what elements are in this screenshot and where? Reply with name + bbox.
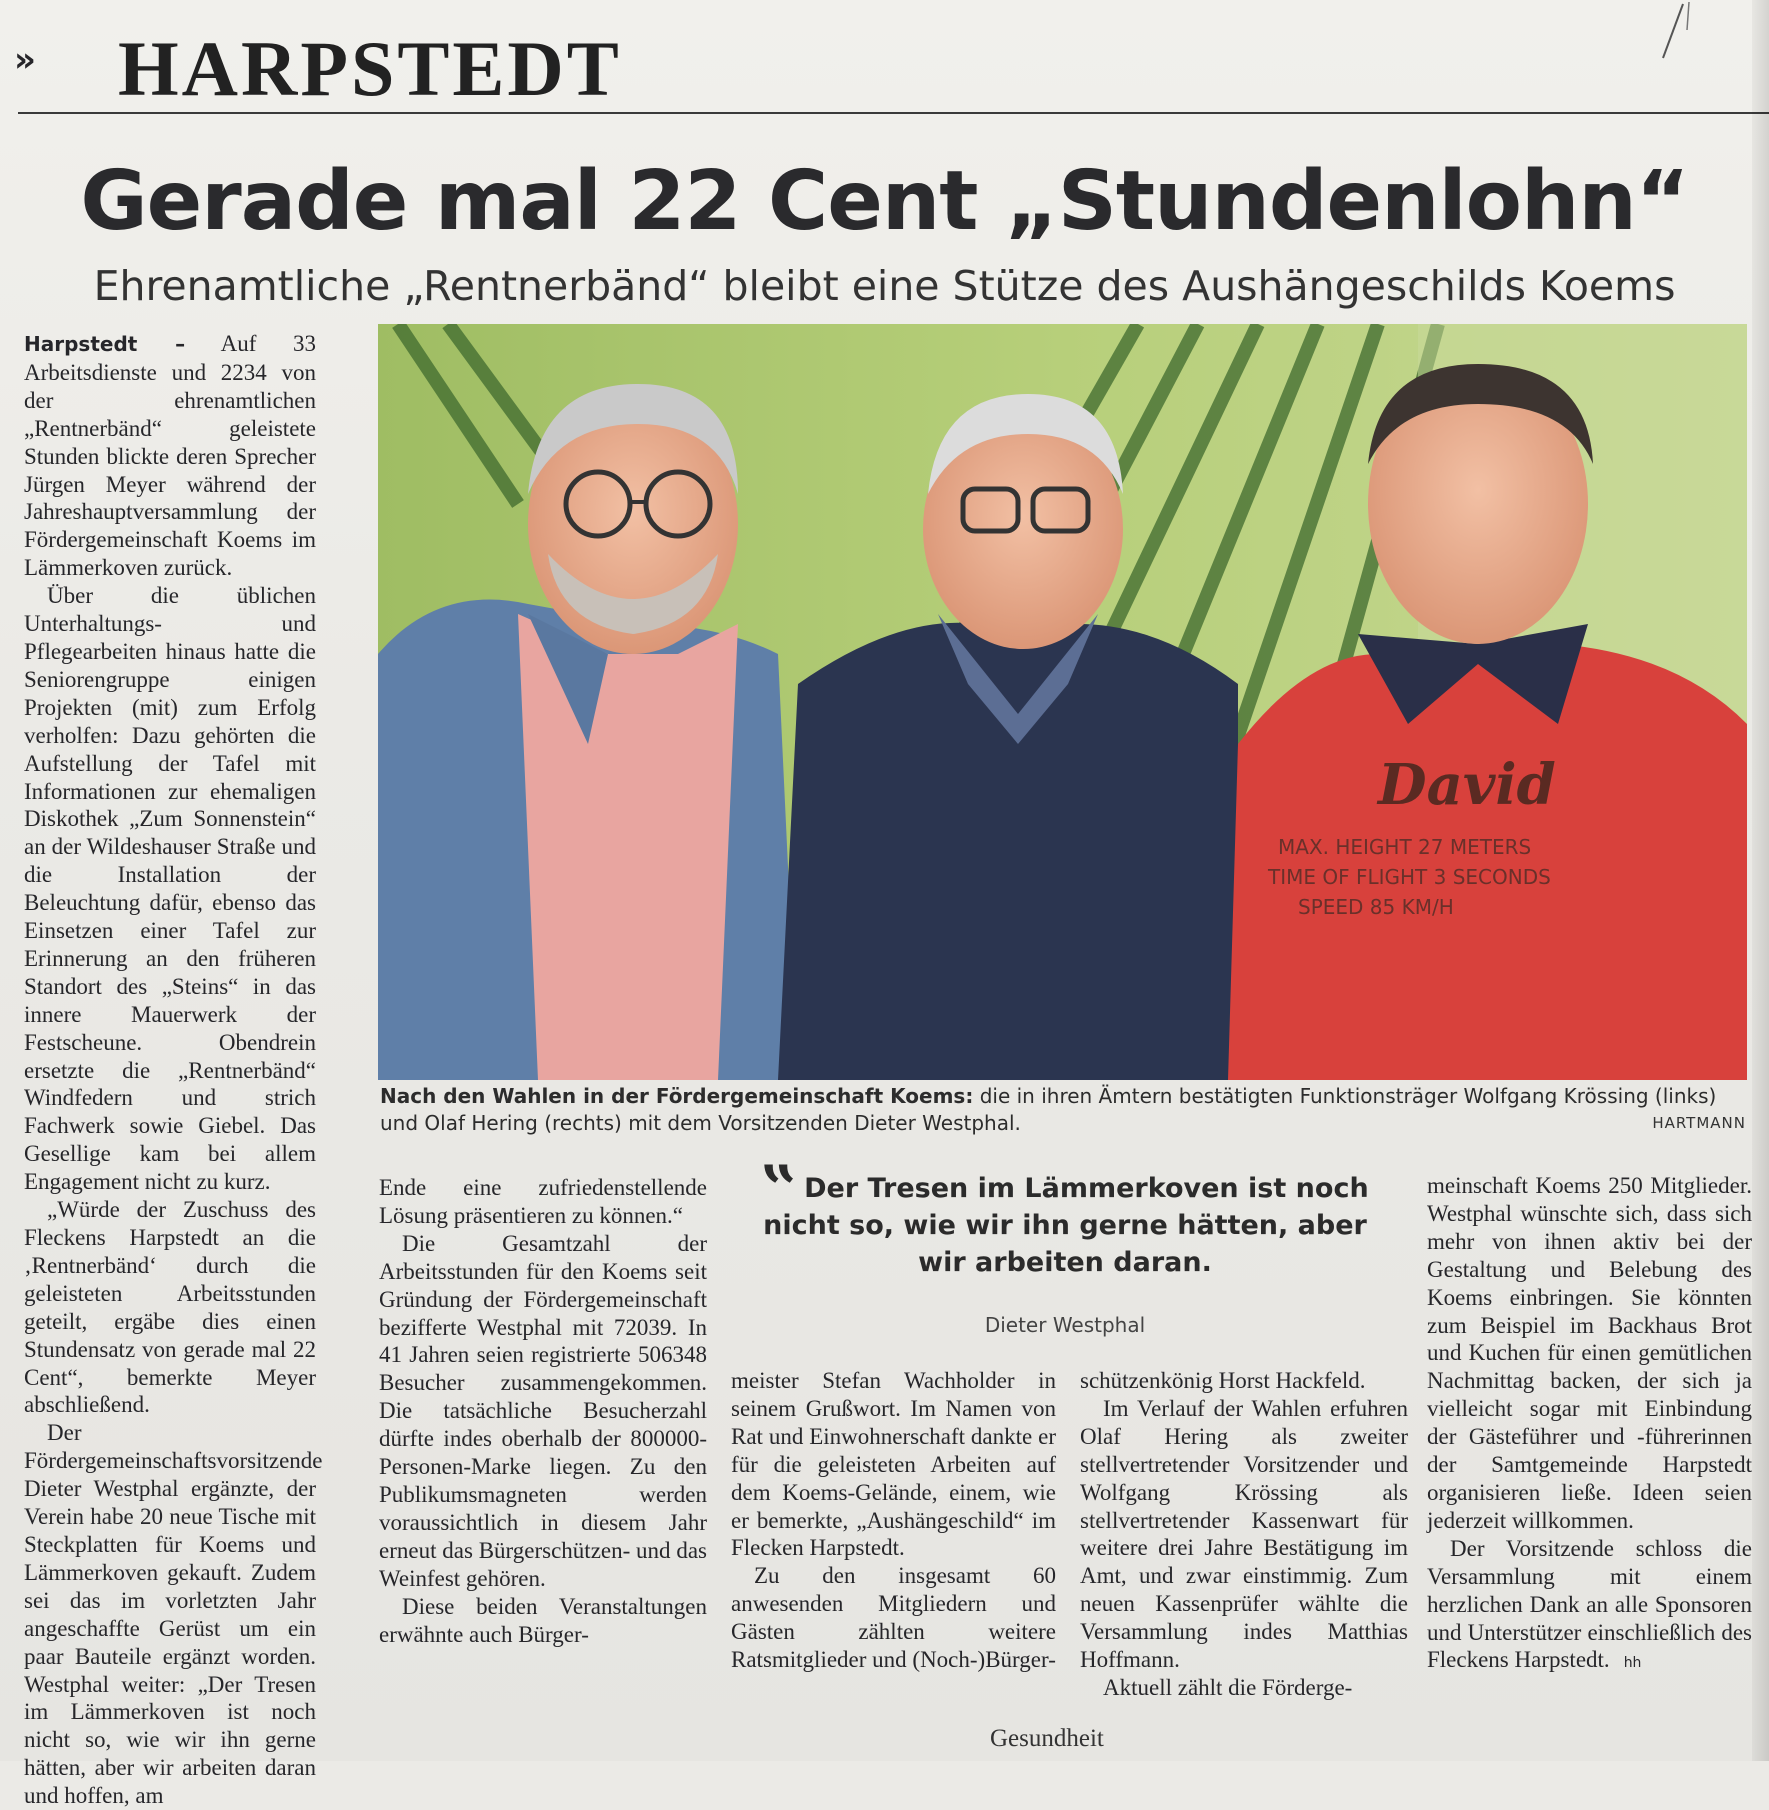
article-column-5 bbox=[1427, 1172, 1752, 1678]
paragraph: Harpstedt – Auf 33 Arbeitsdienste und 2234 von der ehrenamtlichen „Rentnerbänd“ geleistete Stunden blickte deren Sprecher Jürgen Meyer während der Jahreshauptversammlung der Fördergemeinschaft Koems im Lämmerkoven zurück. bbox=[24, 331, 316, 581]
paragraph: Die Gesamtzahl der Arbeitsstunden für den Koems seit Gründung der Fördergemeinschaft bezifferte Westphal mit 72039. In 41 Jahren seien registrierte 506348 Besucher zusammengekommen. Die tatsächliche Besucherzahl dürfte indes oberhalb der 800000-Personen-Marke liegen. Zu den Publikumsmagneten werden voraussichtlich in diesem Jahr erneut das Bürgerschützen- und das Weinfest gehören. bbox=[379, 1230, 707, 1591]
paragraph: Über die üblichen Unterhaltungs- und Pflegearbeiten hinaus hatte die Seniorengruppe einigen Projekten (mit) zum Erfolg verholfen: Dazu gehörten die Aufstellung der Tafel mit Informationen zur ehemaligen Diskothek „Zum Sonnenstein“ an der Wildeshauser Straße und die Installation der Beleuchtung dafür, ebenso das Einsetzen einer Tafel zur Erinnerung an den früheren Standort des „Steins“ in das innere Mauerwerk der Festscheune. Obendrein ersetzte die „Rentnerbänd“ Windfedern und strich Fachwerk sowie Giebel. Das Gesellige kam bei allem Engagement nicht zu kurz. bbox=[24, 583, 316, 1195]
article-column-2 bbox=[379, 1174, 707, 1648]
section-rule bbox=[18, 112, 1769, 114]
pen-mark-icon bbox=[1653, 0, 1693, 64]
headline: Gerade mal 22 Cent „Stundenlohn“ bbox=[80, 154, 1689, 249]
paragraph: schützenkönig Horst Hackfeld. bbox=[1080, 1368, 1366, 1393]
paragraph: Ende eine zufriedenstellende Lösung präsentieren zu können.“ bbox=[379, 1175, 707, 1228]
shirt-print-text: David bbox=[1378, 752, 1556, 818]
pull-quote bbox=[735, 1152, 1395, 1281]
article-column-4 bbox=[1080, 1367, 1408, 1702]
shirt-print-text: SPEED 85 KM/H bbox=[1298, 895, 1454, 919]
author-signature: hh bbox=[1623, 1655, 1642, 1672]
caption-lead: Nach den Wahlen in der Fördergemeinschaft Koems: bbox=[380, 1084, 974, 1108]
photo-credit: HARTMANN bbox=[1652, 1114, 1746, 1132]
shirt-print-text: MAX. HEIGHT 27 METERS bbox=[1278, 835, 1532, 859]
article-column-3 bbox=[731, 1367, 1056, 1674]
page-edge-shadow bbox=[1752, 0, 1769, 1761]
paragraph: Im Verlauf der Wahlen erfuhren Olaf Hering als zweiter stellvertretender Vorsitzender und Wolfgang Krössing als stellvertretender Kassenwart für weitere drei Jahre Bestätigung im Amt, und zwar einstimmig. Zum neuen Kassenprüfer wählte die Versammlung indes Matthias Hoffmann. bbox=[1080, 1395, 1408, 1673]
paragraph: meinschaft Koems 250 Mitglieder. Westphal wünschte sich, dass sich mehr von ihnen aktiv bei der Gestaltung und Belebung des Koems einbringen. Sie könnten zum Beispiel im Backhaus Brot und Kuchen für einen gemütlichen Nachmittag backen, der sich ja vielleicht sogar mit Einbindung der Gästeführer und -führerinnen der Samtgemeinde Harpstedt organisieren ließe. Ideen seien jederzeit willkommen. bbox=[1427, 1173, 1752, 1533]
pull-quote-author: Dieter Westphal bbox=[984, 1313, 1146, 1337]
shirt-print-text: TIME OF FLIGHT 3 SECONDS bbox=[1268, 865, 1551, 889]
paragraph: Aktuell zählt die Förderge- bbox=[1103, 1674, 1353, 1700]
pull-quote-text: Der Tresen im Lämmerkoven ist noch nicht so, wie wir ihn gerne hätten, aber wir arbeiten daran. bbox=[763, 1173, 1369, 1278]
section-marker: » bbox=[14, 40, 36, 80]
quote-mark-icon: ‟ bbox=[761, 1152, 799, 1227]
paragraph: „Würde der Zuschuss des Fleckens Harpstedt an die ‚Rentnerbänd‘ durch die geleisteten Arbeitsstunden geteilt, ergäbe dies einen Stundensatz von gerade mal 22 Cent“, bemerkte Meyer abschließend. bbox=[24, 1197, 316, 1418]
photo-caption bbox=[380, 1083, 1750, 1137]
subheadline: Ehrenamtliche „Rentnerbänd“ bleibt eine Stütze des Aushängeschilds Koems bbox=[93, 262, 1676, 310]
section-title: HARPSTEDT bbox=[118, 25, 622, 112]
paragraph: Der Vorsitzende schloss die Versammlung mit einem herzlichen Dank an alle Sponsoren und Unterstützer einschließlich des Fleckens Harpstedt. hh bbox=[1427, 1535, 1752, 1673]
paragraph: Zu den insgesamt 60 anwesenden Mitgliedern und Gästen zählten weitere Ratsmitglieder und (Noch-)Bürger- bbox=[731, 1563, 1056, 1673]
paragraph: meister Stefan Wachholder in seinem Grußwort. Im Namen von Rat und Einwohnerschaft dankte er für die geleisteten Arbeiten auf dem Koems-Gelände, einem, wie er bemerkte, „Aushängeschild“ im Flecken Harpstedt. bbox=[731, 1368, 1056, 1561]
next-section-teaser: Gesundheit bbox=[990, 1725, 1104, 1752]
caption-text: die in ihren Ämtern bestätigten Funktionsträger Wolfgang Krössing (links) und Olaf Hering (rechts) mit dem Vorsitzenden Dieter Westphal. bbox=[380, 1084, 1717, 1135]
paragraph: Diese beiden Veranstaltungen erwähnte auch Bürger- bbox=[379, 1593, 707, 1647]
paragraph: Der Fördergemeinschaftsvorsitzende Dieter Westphal ergänzte, der Verein habe 20 neue Tische mit Steckplatten für Koems und Lämmerkoven gekauft. Zudem sei das im vorletzten Jahr angeschaffte Gerüst um ein paar Bauteile ergänzt worden. Westphal weiter: „Der Tresen im Lämmerkoven ist noch nicht so, wie wir ihn gerne hätten, aber wir arbeiten daran und hoffen, am bbox=[24, 1420, 323, 1809]
article-column-1 bbox=[24, 330, 323, 1810]
dateline: Harpstedt – bbox=[24, 332, 186, 356]
article-photo bbox=[378, 324, 1747, 1080]
